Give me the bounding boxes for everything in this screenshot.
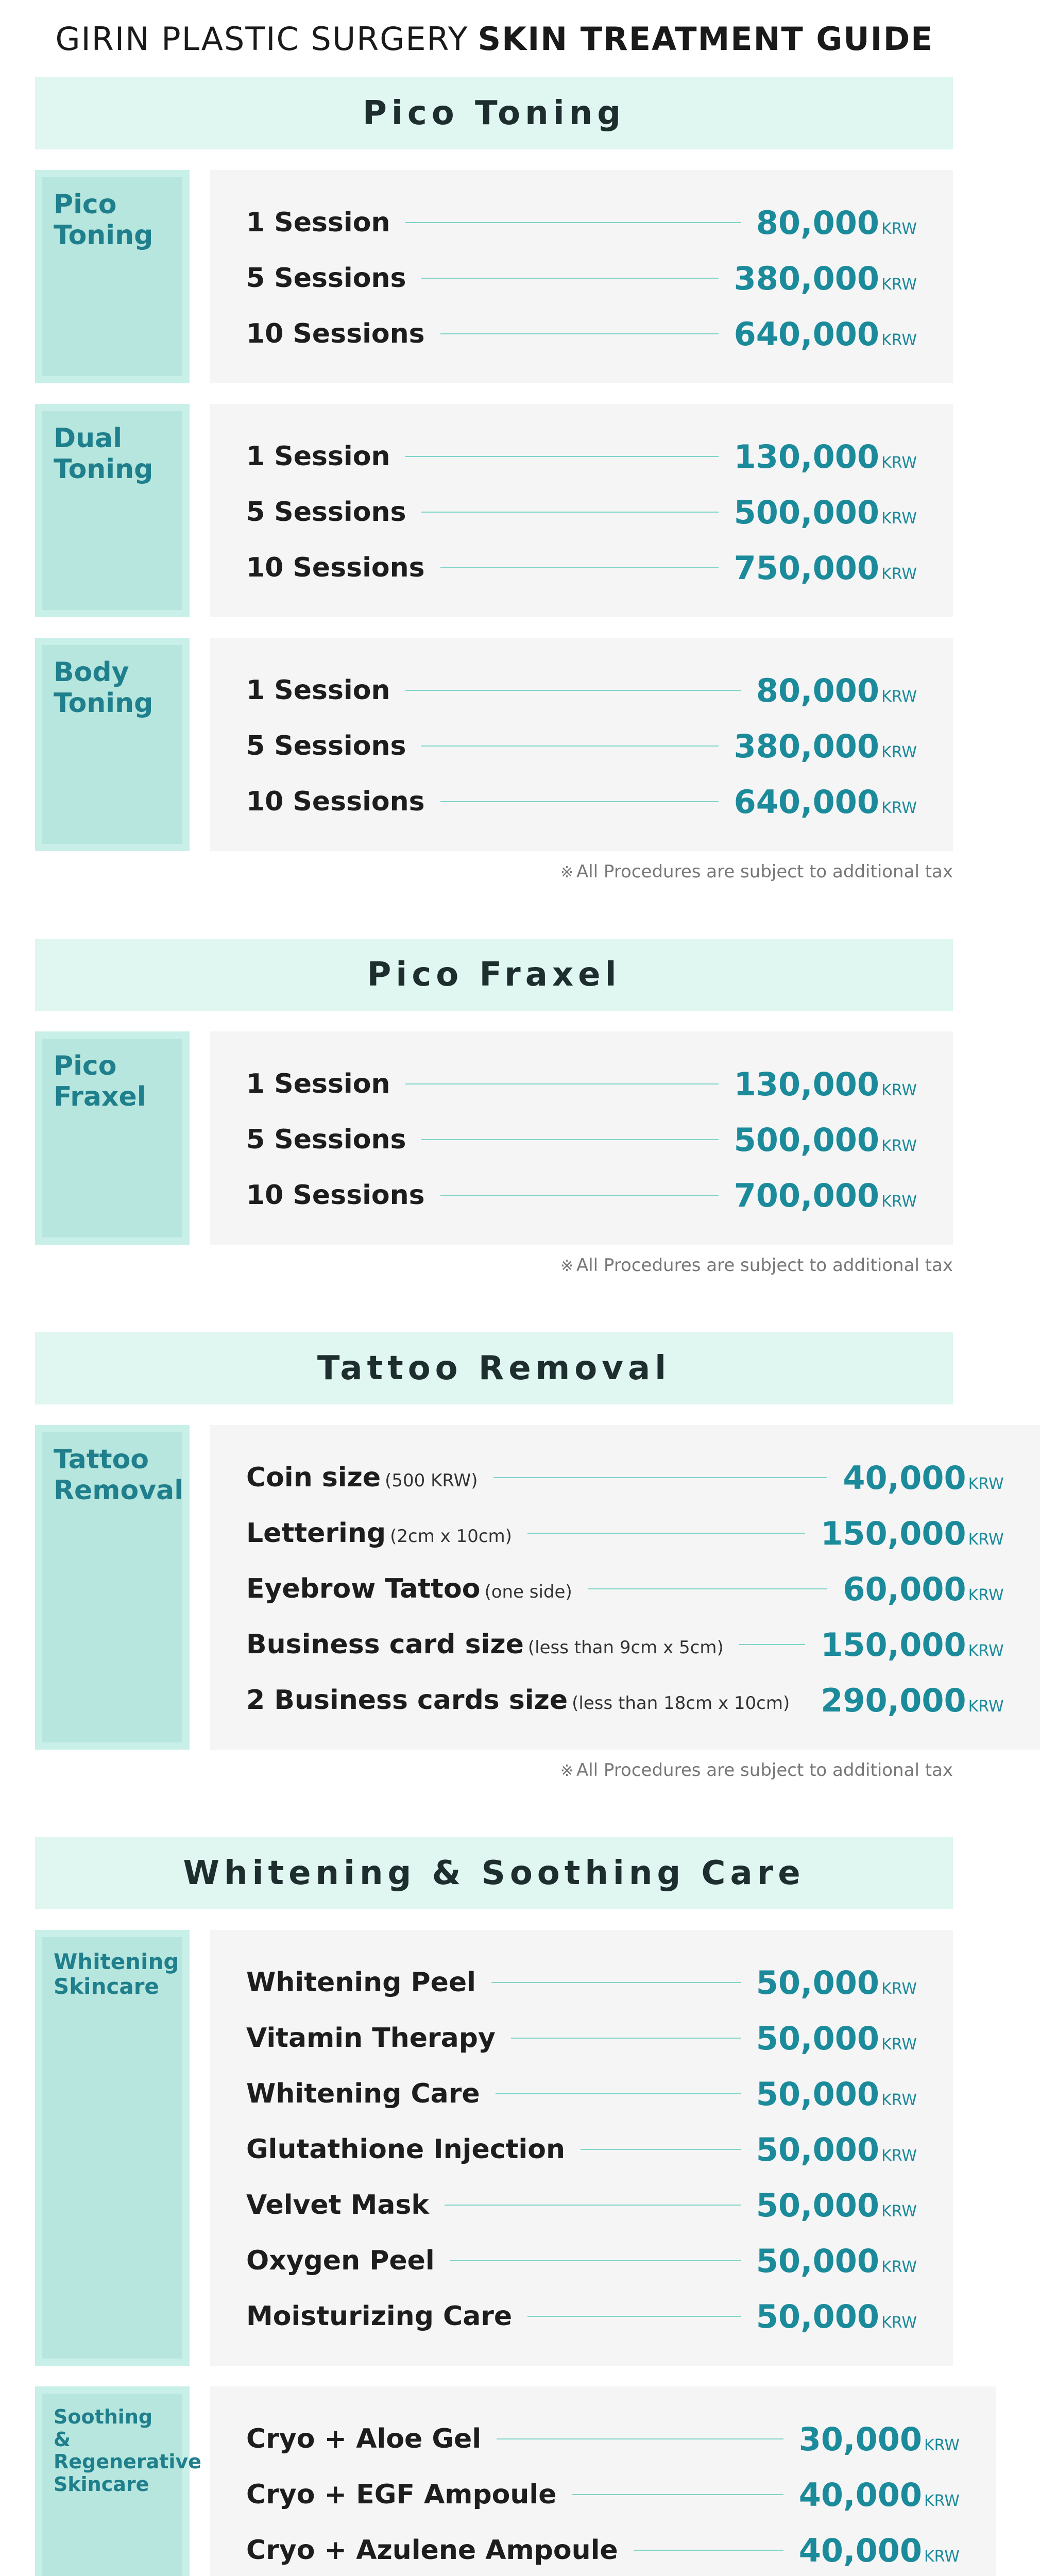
treatment-name: Cryo + Azulene Ampoule — [246, 2535, 618, 2566]
leader-line — [421, 278, 718, 279]
leader-line — [527, 2316, 741, 2317]
leader-line — [440, 567, 719, 568]
price-value: 80,000 — [756, 204, 880, 242]
price-cell — [756, 1964, 917, 2002]
price-currency: KRW — [881, 1137, 917, 1155]
tax-notice-text: All Procedures are subject to additional tax — [576, 1255, 953, 1276]
price-list — [210, 1031, 953, 1245]
price-value: 40,000 — [843, 1459, 966, 1497]
price-list — [210, 1930, 953, 2366]
price-cell — [756, 672, 917, 709]
tax-notice-text: All Procedures are subject to additional tax — [576, 861, 953, 882]
price-cell — [756, 2131, 917, 2168]
price-currency: KRW — [881, 509, 917, 528]
treatment-name-cell — [246, 1685, 790, 1716]
treatment-name-cell — [246, 731, 406, 761]
treatment-name-cell — [246, 1462, 478, 1493]
price-row — [246, 1672, 1004, 1728]
price-row — [246, 1561, 1004, 1617]
price-row — [246, 2411, 960, 2467]
leader-line — [440, 333, 719, 334]
treatment-name: 1 Session — [246, 675, 390, 706]
price-currency: KRW — [881, 687, 917, 706]
price-list — [210, 170, 953, 383]
price-row — [246, 2010, 917, 2066]
treatment-name: Whitening Care — [246, 2078, 480, 2109]
tax-notice-mark: ※ — [560, 1257, 573, 1275]
treatment-name: Business card size — [246, 1629, 524, 1660]
tax-notice — [35, 1255, 953, 1276]
price-currency: KRW — [881, 2258, 917, 2276]
price-currency: KRW — [881, 743, 917, 761]
price-cell — [821, 1682, 1003, 1719]
treatment-name-cell — [246, 2245, 435, 2276]
treatment-group — [35, 1031, 953, 1245]
leader-line — [445, 2205, 741, 2206]
leader-line — [496, 2093, 741, 2094]
price-list — [210, 1425, 1040, 1750]
price-value: 50,000 — [756, 2019, 880, 2057]
treatment-name-cell — [246, 1967, 476, 1998]
section-header: Pico Fraxel — [35, 939, 953, 1011]
price-row — [246, 2066, 917, 2122]
treatment-name-cell — [246, 2301, 512, 2332]
leader-line — [588, 1588, 828, 1589]
price-cell — [734, 549, 917, 587]
treatment-group — [35, 1425, 1004, 1750]
group-label: Body Toning — [35, 638, 190, 851]
treatment-name-cell — [246, 1518, 512, 1549]
price-row — [246, 2233, 917, 2289]
page-title — [0, 0, 989, 77]
price-cell — [756, 204, 917, 242]
treatment-name-cell — [246, 2479, 557, 2510]
treatment-name-cell — [246, 2190, 429, 2221]
page-title-guide: SKIN TREATMENT GUIDE — [478, 20, 934, 58]
tax-notice-text: All Procedures are subject to additional tax — [576, 1760, 953, 1781]
price-currency: KRW — [968, 1641, 1004, 1660]
price-row — [246, 774, 917, 829]
price-cell — [756, 2020, 917, 2057]
price-currency: KRW — [881, 453, 917, 472]
treatment-name-cell — [246, 786, 425, 817]
treatment-name-cell — [246, 2023, 496, 2054]
leader-line — [491, 1982, 741, 1983]
price-cell — [756, 2075, 917, 2113]
price-cell — [734, 494, 917, 531]
price-currency: KRW — [924, 2436, 960, 2454]
price-value: 130,000 — [734, 1065, 880, 1103]
price-row — [246, 2177, 917, 2233]
treatment-name-cell — [246, 2535, 618, 2566]
treatment-name: 5 Sessions — [246, 497, 406, 528]
treatment-name: 10 Sessions — [246, 1180, 425, 1211]
treatment-name-cell — [246, 263, 406, 294]
treatment-name: 1 Session — [246, 207, 390, 238]
leader-line — [511, 2038, 741, 2039]
price-row — [246, 195, 917, 250]
treatment-name-cell — [246, 1629, 724, 1660]
price-cell — [734, 727, 917, 765]
price-currency: KRW — [881, 219, 917, 238]
treatment-group — [35, 170, 953, 383]
price-cell — [821, 1515, 1003, 1552]
tax-notice — [35, 861, 953, 882]
leader-line — [421, 745, 718, 747]
price-currency: KRW — [881, 2035, 917, 2054]
treatment-name: 10 Sessions — [246, 552, 425, 583]
price-row — [246, 1617, 1004, 1672]
price-value: 40,000 — [798, 2531, 922, 2569]
treatment-name: Velvet Mask — [246, 2190, 429, 2221]
price-value: 50,000 — [756, 2186, 880, 2224]
treatment-name-cell — [246, 675, 390, 706]
price-cell — [799, 2532, 960, 2569]
price-currency: KRW — [968, 1530, 1004, 1549]
treatment-name-cell — [246, 552, 425, 583]
price-value: 700,000 — [734, 1176, 880, 1214]
price-cell — [734, 1065, 917, 1103]
price-value: 750,000 — [734, 549, 880, 587]
treatment-name: Cryo + Aloe Gel — [246, 2424, 482, 2454]
price-value: 150,000 — [821, 1514, 966, 1552]
price-row — [246, 484, 917, 540]
price-currency: KRW — [924, 2492, 960, 2510]
treatment-name-cell — [246, 441, 390, 472]
leader-line — [421, 512, 718, 513]
price-currency: KRW — [968, 1475, 1004, 1493]
price-row — [246, 2122, 917, 2177]
price-value: 150,000 — [821, 1625, 966, 1664]
treatment-name: 2 Business cards size — [246, 1685, 568, 1716]
treatment-name: 1 Session — [246, 1069, 390, 1099]
treatment-name-cell — [246, 2078, 480, 2109]
leader-line — [440, 1195, 719, 1196]
treatment-name: Glutathione Injection — [246, 2134, 565, 2165]
price-value: 500,000 — [734, 493, 880, 531]
price-cell — [734, 783, 917, 821]
group-label: Pico Fraxel — [35, 1031, 190, 1245]
price-currency: KRW — [924, 2547, 960, 2566]
price-cell — [734, 315, 917, 353]
price-cell — [843, 1459, 1003, 1497]
price-row — [246, 1955, 917, 2010]
price-row — [246, 250, 917, 306]
treatment-name: Eyebrow Tattoo — [246, 1573, 481, 1604]
treatment-section — [35, 1837, 960, 2576]
price-value: 130,000 — [734, 437, 880, 476]
price-cell — [799, 2476, 960, 2514]
price-value: 30,000 — [798, 2420, 922, 2458]
price-value: 50,000 — [756, 2075, 880, 2113]
price-cell — [756, 2187, 917, 2224]
price-list — [210, 2386, 996, 2576]
leader-line — [527, 1533, 805, 1534]
treatment-name: 1 Session — [246, 441, 390, 472]
treatment-name: Moisturizing Care — [246, 2301, 513, 2332]
treatment-name-cell — [246, 1573, 572, 1604]
leader-line — [405, 1083, 718, 1084]
treatment-name-cell — [246, 2424, 481, 2454]
price-value: 290,000 — [821, 1681, 966, 1719]
price-row — [246, 2289, 917, 2344]
price-currency: KRW — [881, 331, 917, 349]
price-row — [246, 429, 917, 484]
leader-line — [739, 1644, 806, 1645]
treatment-name: Lettering — [246, 1518, 386, 1549]
group-label: Tattoo Removal — [35, 1425, 190, 1750]
section-header: Pico Toning — [35, 77, 953, 149]
leader-line — [405, 456, 718, 457]
leader-line — [572, 2494, 783, 2495]
price-row — [246, 1450, 1004, 1505]
leader-line — [405, 690, 740, 691]
section-header: Tattoo Removal — [35, 1332, 953, 1404]
price-row — [246, 1112, 917, 1167]
leader-line — [493, 1477, 828, 1478]
treatment-group — [35, 1930, 953, 2366]
treatment-name: 10 Sessions — [246, 318, 425, 349]
treatment-note: (500 KRW) — [385, 1470, 478, 1491]
price-cell — [734, 1177, 917, 1214]
price-currency: KRW — [881, 2313, 917, 2332]
group-label: Dual Toning — [35, 404, 190, 617]
treatment-name: 5 Sessions — [246, 731, 406, 761]
leader-line — [440, 801, 719, 802]
price-value: 500,000 — [734, 1121, 880, 1159]
price-value: 50,000 — [756, 1963, 880, 2002]
treatment-name-cell — [246, 1180, 425, 1211]
treatment-section — [35, 939, 953, 1276]
price-currency: KRW — [881, 2202, 917, 2221]
price-currency: KRW — [968, 1697, 1004, 1716]
price-currency: KRW — [881, 2146, 917, 2165]
section-header: Whitening & Soothing Care — [35, 1837, 953, 1909]
treatment-section — [35, 1332, 1004, 1781]
price-list — [210, 404, 953, 617]
treatment-name: Cryo + EGF Ampoule — [246, 2479, 557, 2510]
treatment-note: (less than 18cm x 10cm) — [572, 1693, 790, 1714]
price-row — [246, 540, 917, 596]
leader-line — [634, 2550, 783, 2551]
treatment-note: (2cm x 10cm) — [390, 1526, 512, 1547]
price-currency: KRW — [881, 1081, 917, 1099]
price-value: 60,000 — [843, 1570, 966, 1608]
price-cell — [734, 438, 917, 476]
group-label: Soothing & Regenerative Skincare — [35, 2386, 190, 2576]
treatment-name: Whitening Peel — [246, 1967, 476, 1998]
price-value: 640,000 — [734, 783, 880, 821]
leader-line — [450, 2260, 741, 2261]
price-currency: KRW — [881, 565, 917, 583]
tax-notice-mark: ※ — [560, 863, 573, 882]
treatment-name: Oxygen Peel — [246, 2245, 435, 2276]
treatment-name: 5 Sessions — [246, 1124, 406, 1155]
leader-line — [581, 2149, 741, 2150]
price-cell — [756, 2298, 917, 2335]
tax-notice — [35, 1760, 953, 1781]
price-cell — [734, 1121, 917, 1159]
page-title-clinic: GIRIN PLASTIC SURGERY — [55, 20, 469, 58]
treatment-note: (one side) — [484, 1582, 572, 1602]
price-row — [246, 718, 917, 774]
treatment-name-cell — [246, 207, 390, 238]
treatment-name-cell — [246, 1124, 406, 1155]
price-value: 380,000 — [734, 727, 880, 765]
treatment-group — [35, 638, 953, 851]
price-currency: KRW — [881, 2091, 917, 2109]
price-value: 50,000 — [756, 2242, 880, 2280]
price-value: 380,000 — [734, 259, 880, 297]
price-row — [246, 2467, 960, 2522]
price-currency: KRW — [881, 799, 917, 817]
treatment-name-cell — [246, 318, 425, 349]
group-label: Whitening Skincare — [35, 1930, 190, 2366]
treatment-name-cell — [246, 1069, 390, 1099]
price-row — [246, 1167, 917, 1223]
treatment-name: 5 Sessions — [246, 263, 406, 294]
treatment-section — [35, 77, 953, 882]
treatment-group — [35, 2386, 960, 2576]
treatment-note: (less than 9cm x 5cm) — [527, 1637, 724, 1658]
leader-line — [497, 2438, 783, 2439]
leader-line — [421, 1139, 718, 1140]
price-cell — [799, 2420, 960, 2458]
price-cell — [821, 1626, 1003, 1664]
treatment-name: Vitamin Therapy — [246, 2023, 496, 2054]
treatment-name: Coin size — [246, 1462, 381, 1493]
price-cell — [734, 260, 917, 297]
price-currency: KRW — [968, 1586, 1004, 1604]
treatment-name-cell — [246, 2134, 565, 2165]
price-list — [210, 638, 953, 851]
price-currency: KRW — [881, 275, 917, 294]
treatment-name: 10 Sessions — [246, 786, 425, 817]
price-currency: KRW — [881, 1192, 917, 1211]
price-value: 80,000 — [756, 671, 880, 709]
price-row — [246, 306, 917, 362]
price-cell — [843, 1570, 1003, 1608]
price-value: 50,000 — [756, 2130, 880, 2168]
price-row — [246, 1505, 1004, 1561]
price-value: 640,000 — [734, 315, 880, 353]
price-cell — [756, 2242, 917, 2280]
price-value: 50,000 — [756, 2297, 880, 2335]
treatment-name-cell — [246, 497, 406, 528]
price-row — [246, 663, 917, 718]
price-row — [246, 2522, 960, 2576]
sections-container — [0, 77, 1004, 2576]
leader-line — [405, 222, 740, 223]
price-currency: KRW — [881, 1979, 917, 1998]
tax-notice-mark: ※ — [560, 1762, 573, 1780]
treatment-group — [35, 404, 953, 617]
price-row — [246, 1056, 917, 1112]
group-label: Pico Toning — [35, 170, 190, 383]
price-value: 40,000 — [798, 2476, 922, 2514]
